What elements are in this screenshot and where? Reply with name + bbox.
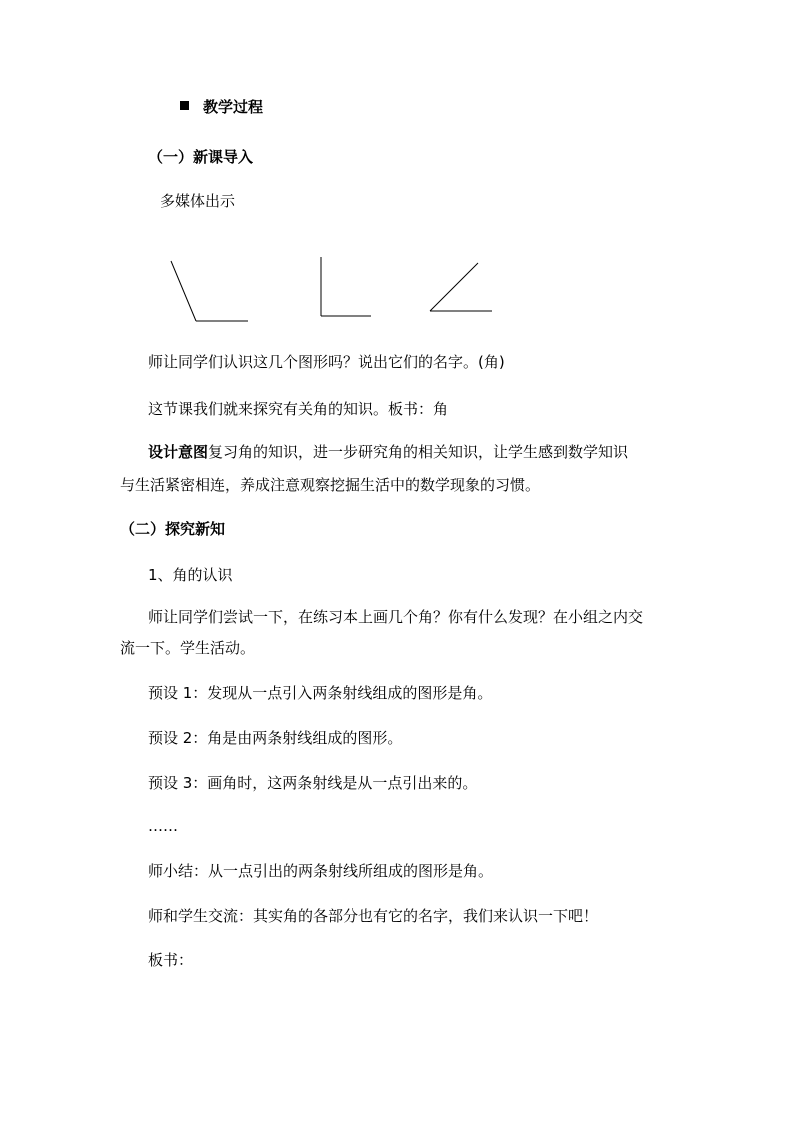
part2-para-line1: 师让同学们尝试一下，在练习本上画几个角？你有什么发现？在小组之内交 [148, 608, 644, 626]
ellipsis: …… [148, 817, 178, 835]
right-angle-figure [321, 257, 371, 316]
design-intent-label: 设计意图 [148, 443, 209, 461]
part1-board: 这节课我们就来探究有关角的知识。板书：角 [148, 400, 449, 418]
part2-heading: （二）探究新知 [120, 520, 226, 538]
teacher-summary: 师小结：从一点引出的两条射线所组成的图形是角。 [148, 862, 494, 880]
part1-heading: （一）新课导入 [148, 148, 254, 166]
obtuse-angle-figure [171, 261, 248, 321]
part1-question: 师让同学们认识这几个图形吗？说出它们的名字。(角) [148, 353, 505, 371]
part1-intro: 多媒体出示 [160, 192, 236, 210]
design-intent-line2: 与生活紧密相连，养成注意观察挖掘生活中的数学现象的习惯。 [120, 476, 541, 494]
design-intent-line1 [148, 442, 628, 462]
preset-3: 预设 3：画角时，这两条射线是从一点引出来的。 [148, 774, 478, 792]
part2-sub1: 1、角的认识 [148, 566, 233, 584]
acute-angle-ray-1 [430, 263, 478, 311]
part2-board: 板书： [148, 951, 194, 969]
preset-2: 预设 2：角是由两条射线组成的图形。 [148, 729, 403, 747]
acute-angle-figure [430, 263, 492, 311]
part2-para-line2: 流一下。学生活动。 [120, 639, 256, 657]
obtuse-angle-ray-1 [171, 261, 196, 321]
design-intent-text1: 复习角的知识，进一步研究角的相关知识，让学生感到数学知识 [208, 443, 629, 461]
preset-1: 预设 1：发现从一点引入两条射线组成的图形是角。 [148, 684, 493, 702]
teacher-exchange: 师和学生交流：其实角的各部分也有它的名字，我们来认识一下吧！ [148, 907, 599, 925]
section-title-text: 教学过程 [203, 98, 264, 116]
